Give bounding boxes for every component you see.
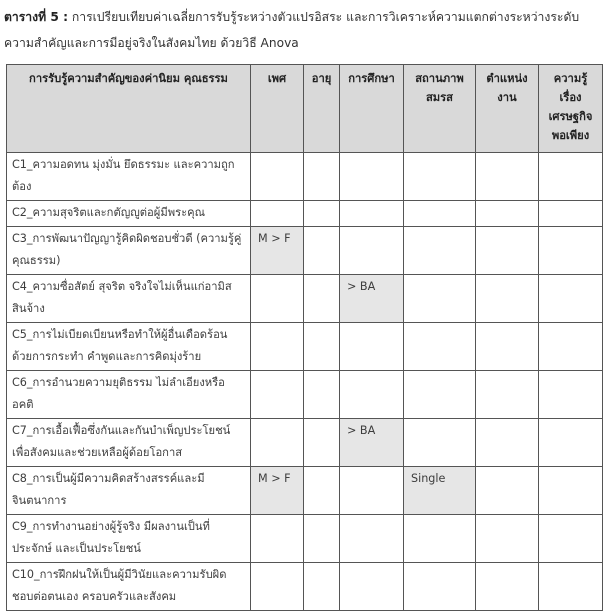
table-cell: [476, 515, 539, 563]
table-row: [7, 467, 603, 515]
table-cell: [539, 323, 603, 371]
table-row: [7, 515, 603, 563]
table-cell: [251, 201, 304, 227]
table-cell: [251, 419, 304, 467]
table-cell: [539, 201, 603, 227]
table-cell: [304, 419, 340, 467]
table-cell: [304, 323, 340, 371]
table-cell: [476, 227, 539, 275]
header-position: ตำแหน่ง งาน: [476, 65, 539, 153]
table-cell-highlight: M > F: [251, 227, 304, 275]
header-gender: เพศ: [251, 65, 304, 153]
table-cell: [539, 563, 603, 611]
table-cell: [476, 323, 539, 371]
table-row: [7, 153, 603, 201]
table-cell-highlight: > BA: [340, 419, 404, 467]
table-cell: [340, 371, 404, 419]
row-label: C3_การพัฒนาปัญญารู้คิดผิดชอบชั่วดี (ความรู้คู่คุณธรรม): [7, 227, 251, 275]
table-cell: [476, 371, 539, 419]
table-cell: [304, 275, 340, 323]
table-cell: [404, 201, 476, 227]
table-row: [7, 227, 603, 275]
table-cell: [539, 371, 603, 419]
table-row: [7, 201, 603, 227]
table-cell: [304, 467, 340, 515]
table-row: [7, 323, 603, 371]
table-cell-highlight: Single: [404, 467, 476, 515]
table-cell: [340, 227, 404, 275]
table-cell: [476, 467, 539, 515]
table-row: [7, 275, 603, 323]
table-cell: [404, 563, 476, 611]
table-cell: [404, 227, 476, 275]
table-cell: [404, 275, 476, 323]
table-cell: [304, 515, 340, 563]
header-education: การศึกษา: [340, 65, 404, 153]
table-cell: [340, 323, 404, 371]
table-cell: [251, 515, 304, 563]
header-row: [7, 65, 603, 153]
table-cell: [539, 467, 603, 515]
table-row: [7, 371, 603, 419]
table-cell: [404, 371, 476, 419]
caption-text: การเปรียบเทียบค่าเฉลี่ยการรับรู้ระหว่างตัวแปรอิสระ และการวิเคราะห์ความแตกต่างระหว่างระดับความสำคัญและการมีอยู่จริงในสังคมไทย ด้วยวิธี Anova: [4, 10, 580, 50]
table-cell: [539, 275, 603, 323]
anova-comparison-table: [6, 64, 603, 611]
table-cell: [251, 275, 304, 323]
table-cell: [539, 227, 603, 275]
table-cell: [304, 371, 340, 419]
table-cell: [340, 467, 404, 515]
table-cell: [251, 371, 304, 419]
table-cell: [539, 153, 603, 201]
table-cell: [304, 563, 340, 611]
table-cell: [304, 153, 340, 201]
table-cell: [476, 275, 539, 323]
table-cell-highlight: > BA: [340, 275, 404, 323]
header-age: อายุ: [304, 65, 340, 153]
table-cell: [340, 201, 404, 227]
table-row: [7, 563, 603, 611]
table-cell: [340, 563, 404, 611]
row-label: C2_ความสุจริตและกตัญญูต่อผู้มีพระคุณ: [7, 201, 251, 227]
table-cell: [340, 153, 404, 201]
table-cell: [251, 563, 304, 611]
table-cell: [476, 201, 539, 227]
table-caption: [4, 4, 604, 56]
table-cell: [304, 227, 340, 275]
table-cell: [404, 153, 476, 201]
header-sufficiency-knowledge: ความรู้ เรื่อง เศรษฐกิจ พอเพียง: [539, 65, 603, 153]
table-cell: [304, 201, 340, 227]
row-label: C1_ความอดทน มุ่งมั่น ยึดธรรมะ และความถูกต้อง: [7, 153, 251, 201]
table-cell: [476, 563, 539, 611]
row-label: C8_การเป็นผู้มีความคิดสร้างสรรค์และมีจินตนาการ: [7, 467, 251, 515]
table-cell: [539, 419, 603, 467]
table-cell: [539, 515, 603, 563]
header-values: การรับรู้ความสำคัญของค่านิยม คุณธรรม: [7, 65, 251, 153]
table-cell: [340, 515, 404, 563]
table-row: [7, 419, 603, 467]
table-cell: [476, 153, 539, 201]
table-cell: [251, 153, 304, 201]
table-cell-highlight: M > F: [251, 467, 304, 515]
row-label: C5_การไม่เบียดเบียนหรือทำให้ผู้อื่นเดือดร้อนด้วยการกระทำ คำพูดและการคิดมุ่งร้าย: [7, 323, 251, 371]
row-label: C7_การเอื้อเฟื้อซึ่งกันและกันบำเพ็ญประโยชน์เพื่อสังคมและช่วยเหลือผู้ด้อยโอกาส: [7, 419, 251, 467]
header-marital-status: สถานภาพ สมรส: [404, 65, 476, 153]
row-label: C9_การทำงานอย่างผู้รู้จริง มีผลงานเป็นที่ประจักษ์ และเป็นประโยชน์: [7, 515, 251, 563]
row-label: C6_การอำนวยความยุติธรรม ไม่ลำเอียงหรืออคติ: [7, 371, 251, 419]
table-cell: [404, 419, 476, 467]
table-cell: [476, 419, 539, 467]
table-cell: [404, 515, 476, 563]
row-label: C4_ความซื่อสัตย์ สุจริต จริงใจไม่เห็นแก่อามิสสินจ้าง: [7, 275, 251, 323]
row-label: C10_การฝึกฝนให้เป็นผู้มีวินัยและความรับผิดชอบต่อตนเอง ครอบครัวและสังคม: [7, 563, 251, 611]
caption-label: ตารางที่ 5 :: [4, 10, 68, 24]
table-cell: [404, 323, 476, 371]
table-cell: [251, 323, 304, 371]
